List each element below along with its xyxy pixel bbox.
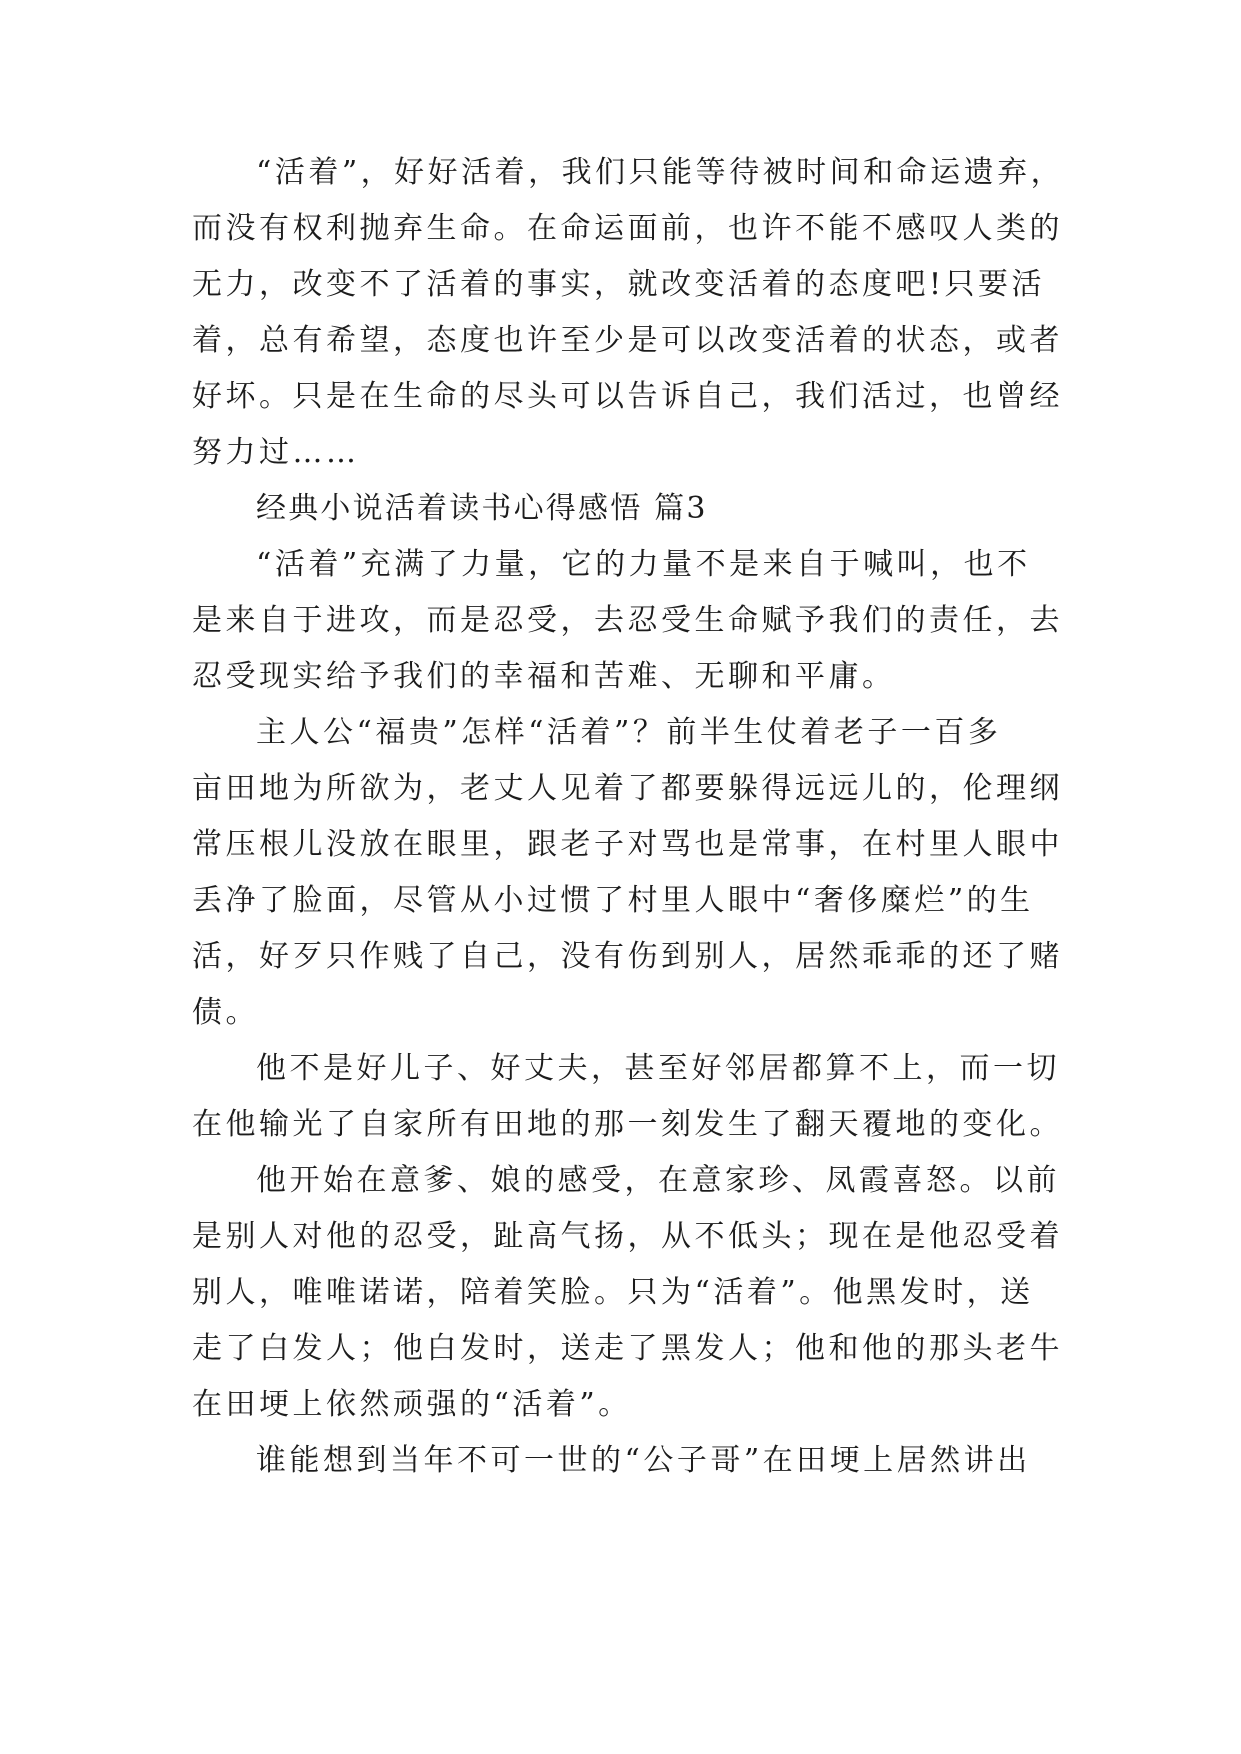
paragraph-line: 丢净了脸面，尽管从小过惯了村里人眼中“奢侈糜烂”的生: [192, 883, 1034, 918]
paragraph-line: 无力，改变不了活着的事实，就改变活着的态度吧!只要活: [192, 267, 1046, 302]
paragraph-line: 着，总有希望，态度也许至少是可以改变活着的状态，或者: [192, 323, 1063, 358]
paragraph-line: 努力过……: [192, 435, 360, 470]
paragraph-line: 在田埂上依然顽强的“活着”。: [192, 1387, 632, 1422]
paragraph-line: 债。: [192, 995, 259, 1030]
paragraph-line: “活着”，好好活着，我们只能等待被时间和命运遗弃，: [256, 155, 1065, 190]
paragraph-line: 在他输光了自家所有田地的那一刻发生了翻天覆地的变化。: [192, 1107, 1063, 1142]
paragraph-line: “活着”充满了力量，它的力量不是来自于喊叫，也不: [256, 547, 1031, 582]
paragraph-line: 主人公“福贵”怎样“活着”？前半生仗着老子一百多: [256, 715, 1002, 750]
paragraph-line: 亩田地为所欲为，老丈人见着了都要躲得远远儿的，伦理纲: [192, 771, 1063, 806]
paragraph-line: 活，好歹只作贱了自己，没有伤到别人，居然乖乖的还了赌: [192, 939, 1063, 974]
paragraph-line: 别人，唯唯诺诺，陪着笑脸。只为“活着”。他黑发时，送: [192, 1275, 1034, 1310]
paragraph-line: 好坏。只是在生命的尽头可以告诉自己，我们活过，也曾经: [192, 379, 1063, 414]
paragraph-line: 是来自于进攻，而是忍受，去忍受生命赋予我们的责任，去: [192, 603, 1063, 638]
paragraph-line: 走了白发人；他白发时，送走了黑发人；他和他的那头老牛: [192, 1331, 1063, 1366]
paragraph-line: 谁能想到当年不可一世的“公子哥”在田埂上居然讲出: [256, 1443, 1031, 1478]
section-heading: 经典小说活着读书心得感悟 篇3: [256, 491, 708, 526]
paragraph-line: 常压根儿没放在眼里，跟老子对骂也是常事，在村里人眼中: [192, 827, 1063, 862]
paragraph-line: 是别人对他的忍受，趾高气扬，从不低头；现在是他忍受着: [192, 1219, 1063, 1254]
paragraph-line: 他开始在意爹、娘的感受，在意家珍、凤霞喜怒。以前: [256, 1163, 1060, 1198]
document-page: [192, 155, 1072, 1502]
paragraph-line: 而没有权利抛弃生命。在命运面前，也许不能不感叹人类的: [192, 211, 1063, 246]
paragraph-line: 他不是好儿子、好丈夫，甚至好邻居都算不上，而一切: [256, 1051, 1060, 1086]
paragraph-line: 忍受现实给予我们的幸福和苦难、无聊和平庸。: [192, 659, 896, 694]
